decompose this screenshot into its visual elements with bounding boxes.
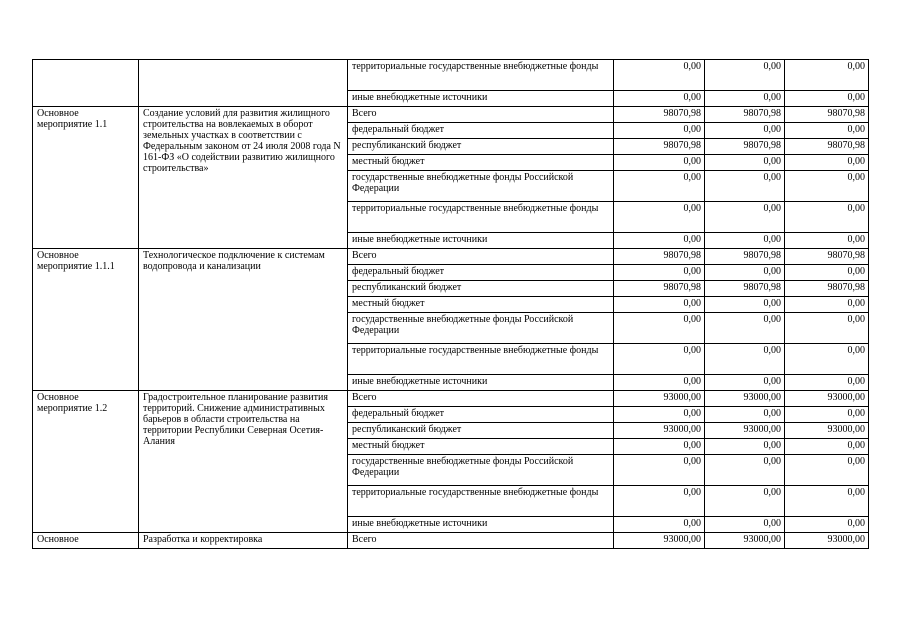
amount-cell-year-2: 0,00 (705, 407, 785, 423)
event-title-cell: Технологическое подключение к системам водопровода и канализации (139, 249, 348, 391)
funding-source-cell: государственные внебюджетные фонды Российской Федерации (348, 313, 614, 344)
event-title-cell: Создание условий для развития жилищного строительства на вовлекаемых в оборот земельных участках в соответствии с Федеральным законом от 24 июля 2008 года N 161-ФЗ «О содействии развитию жилищного строительства» (139, 107, 348, 249)
funding-source-cell: иные внебюджетные источники (348, 91, 614, 107)
funding-source-cell: иные внебюджетные источники (348, 375, 614, 391)
budget-table-body (33, 60, 869, 549)
amount-cell-year-3: 98070,98 (785, 107, 869, 123)
amount-cell-year-1: 0,00 (614, 407, 705, 423)
amount-cell-year-1: 98070,98 (614, 139, 705, 155)
amount-cell-year-3: 0,00 (785, 455, 869, 486)
amount-cell-year-3: 0,00 (785, 439, 869, 455)
amount-cell-year-1: 0,00 (614, 155, 705, 171)
amount-cell-year-1: 0,00 (614, 486, 705, 517)
table-row (33, 533, 869, 549)
amount-cell-year-1: 0,00 (614, 233, 705, 249)
amount-cell-year-1: 0,00 (614, 455, 705, 486)
table-row (33, 60, 869, 91)
funding-source-cell: местный бюджет (348, 439, 614, 455)
amount-cell-year-2: 0,00 (705, 486, 785, 517)
funding-source-cell: республиканский бюджет (348, 139, 614, 155)
amount-cell-year-3: 0,00 (785, 171, 869, 202)
amount-cell-year-1: 98070,98 (614, 281, 705, 297)
funding-source-cell: Всего (348, 391, 614, 407)
amount-cell-year-2: 98070,98 (705, 249, 785, 265)
amount-cell-year-3: 0,00 (785, 375, 869, 391)
amount-cell-year-3: 0,00 (785, 486, 869, 517)
funding-source-cell: федеральный бюджет (348, 265, 614, 281)
amount-cell-year-1: 0,00 (614, 344, 705, 375)
amount-cell-year-3: 98070,98 (785, 281, 869, 297)
amount-cell-year-1: 0,00 (614, 265, 705, 281)
amount-cell-year-2: 0,00 (705, 297, 785, 313)
amount-cell-year-2: 0,00 (705, 171, 785, 202)
amount-cell-year-1: 0,00 (614, 313, 705, 344)
table-row (33, 107, 869, 123)
amount-cell-year-2: 0,00 (705, 439, 785, 455)
funding-source-cell: государственные внебюджетные фонды Российской Федерации (348, 171, 614, 202)
amount-cell-year-1: 93000,00 (614, 533, 705, 549)
amount-cell-year-2: 0,00 (705, 123, 785, 139)
amount-cell-year-2: 0,00 (705, 517, 785, 533)
event-cell: Основное (33, 533, 139, 549)
table-row (33, 391, 869, 407)
amount-cell-year-2: 0,00 (705, 375, 785, 391)
amount-cell-year-2: 98070,98 (705, 281, 785, 297)
amount-cell-year-1: 0,00 (614, 171, 705, 202)
amount-cell-year-3: 0,00 (785, 233, 869, 249)
amount-cell-year-3: 0,00 (785, 313, 869, 344)
funding-source-cell: иные внебюджетные источники (348, 233, 614, 249)
amount-cell-year-3: 0,00 (785, 344, 869, 375)
amount-cell-year-3: 0,00 (785, 123, 869, 139)
amount-cell-year-2: 0,00 (705, 233, 785, 249)
event-cell (33, 60, 139, 107)
funding-source-cell: территориальные государственные внебюджетные фонды (348, 202, 614, 233)
amount-cell-year-2: 0,00 (705, 455, 785, 486)
amount-cell-year-3: 0,00 (785, 91, 869, 107)
funding-source-cell: республиканский бюджет (348, 423, 614, 439)
funding-source-cell: территориальные государственные внебюджетные фонды (348, 486, 614, 517)
funding-source-cell: федеральный бюджет (348, 407, 614, 423)
amount-cell-year-3: 0,00 (785, 517, 869, 533)
amount-cell-year-3: 93000,00 (785, 391, 869, 407)
amount-cell-year-3: 0,00 (785, 297, 869, 313)
budget-table (32, 59, 869, 549)
funding-source-cell: Всего (348, 249, 614, 265)
amount-cell-year-1: 0,00 (614, 297, 705, 313)
funding-source-cell: федеральный бюджет (348, 123, 614, 139)
event-cell: Основное мероприятие 1.1 (33, 107, 139, 249)
amount-cell-year-2: 93000,00 (705, 533, 785, 549)
funding-source-cell: Всего (348, 533, 614, 549)
amount-cell-year-2: 0,00 (705, 202, 785, 233)
funding-source-cell: местный бюджет (348, 297, 614, 313)
amount-cell-year-1: 0,00 (614, 517, 705, 533)
amount-cell-year-3: 93000,00 (785, 423, 869, 439)
funding-source-cell: территориальные государственные внебюджетные фонды (348, 344, 614, 375)
event-cell: Основное мероприятие 1.1.1 (33, 249, 139, 391)
amount-cell-year-2: 0,00 (705, 313, 785, 344)
funding-source-cell: территориальные государственные внебюджетные фонды (348, 60, 614, 91)
amount-cell-year-1: 0,00 (614, 60, 705, 91)
amount-cell-year-2: 98070,98 (705, 139, 785, 155)
amount-cell-year-2: 93000,00 (705, 423, 785, 439)
amount-cell-year-1: 93000,00 (614, 391, 705, 407)
funding-source-cell: республиканский бюджет (348, 281, 614, 297)
event-cell: Основное мероприятие 1.2 (33, 391, 139, 533)
amount-cell-year-1: 0,00 (614, 375, 705, 391)
amount-cell-year-2: 98070,98 (705, 107, 785, 123)
amount-cell-year-2: 0,00 (705, 60, 785, 91)
amount-cell-year-1: 98070,98 (614, 107, 705, 123)
funding-source-cell: иные внебюджетные источники (348, 517, 614, 533)
amount-cell-year-2: 0,00 (705, 155, 785, 171)
amount-cell-year-3: 0,00 (785, 407, 869, 423)
amount-cell-year-2: 0,00 (705, 344, 785, 375)
amount-cell-year-3: 0,00 (785, 265, 869, 281)
amount-cell-year-2: 0,00 (705, 265, 785, 281)
amount-cell-year-3: 0,00 (785, 60, 869, 91)
amount-cell-year-1: 98070,98 (614, 249, 705, 265)
funding-source-cell: Всего (348, 107, 614, 123)
amount-cell-year-3: 98070,98 (785, 249, 869, 265)
amount-cell-year-3: 98070,98 (785, 139, 869, 155)
amount-cell-year-1: 0,00 (614, 202, 705, 233)
event-title-cell: Градостроительное планирование развития территорий. Снижение административных барьеров в области строительства на территории Республики Северная Осетия-Алания (139, 391, 348, 533)
amount-cell-year-1: 93000,00 (614, 423, 705, 439)
event-title-cell (139, 60, 348, 107)
amount-cell-year-1: 0,00 (614, 91, 705, 107)
amount-cell-year-3: 0,00 (785, 155, 869, 171)
amount-cell-year-2: 0,00 (705, 91, 785, 107)
amount-cell-year-1: 0,00 (614, 123, 705, 139)
event-title-cell: Разработка и корректировка (139, 533, 348, 549)
table-row (33, 249, 869, 265)
funding-source-cell: государственные внебюджетные фонды Российской Федерации (348, 455, 614, 486)
amount-cell-year-2: 93000,00 (705, 391, 785, 407)
amount-cell-year-1: 0,00 (614, 439, 705, 455)
amount-cell-year-3: 93000,00 (785, 533, 869, 549)
funding-source-cell: местный бюджет (348, 155, 614, 171)
amount-cell-year-3: 0,00 (785, 202, 869, 233)
